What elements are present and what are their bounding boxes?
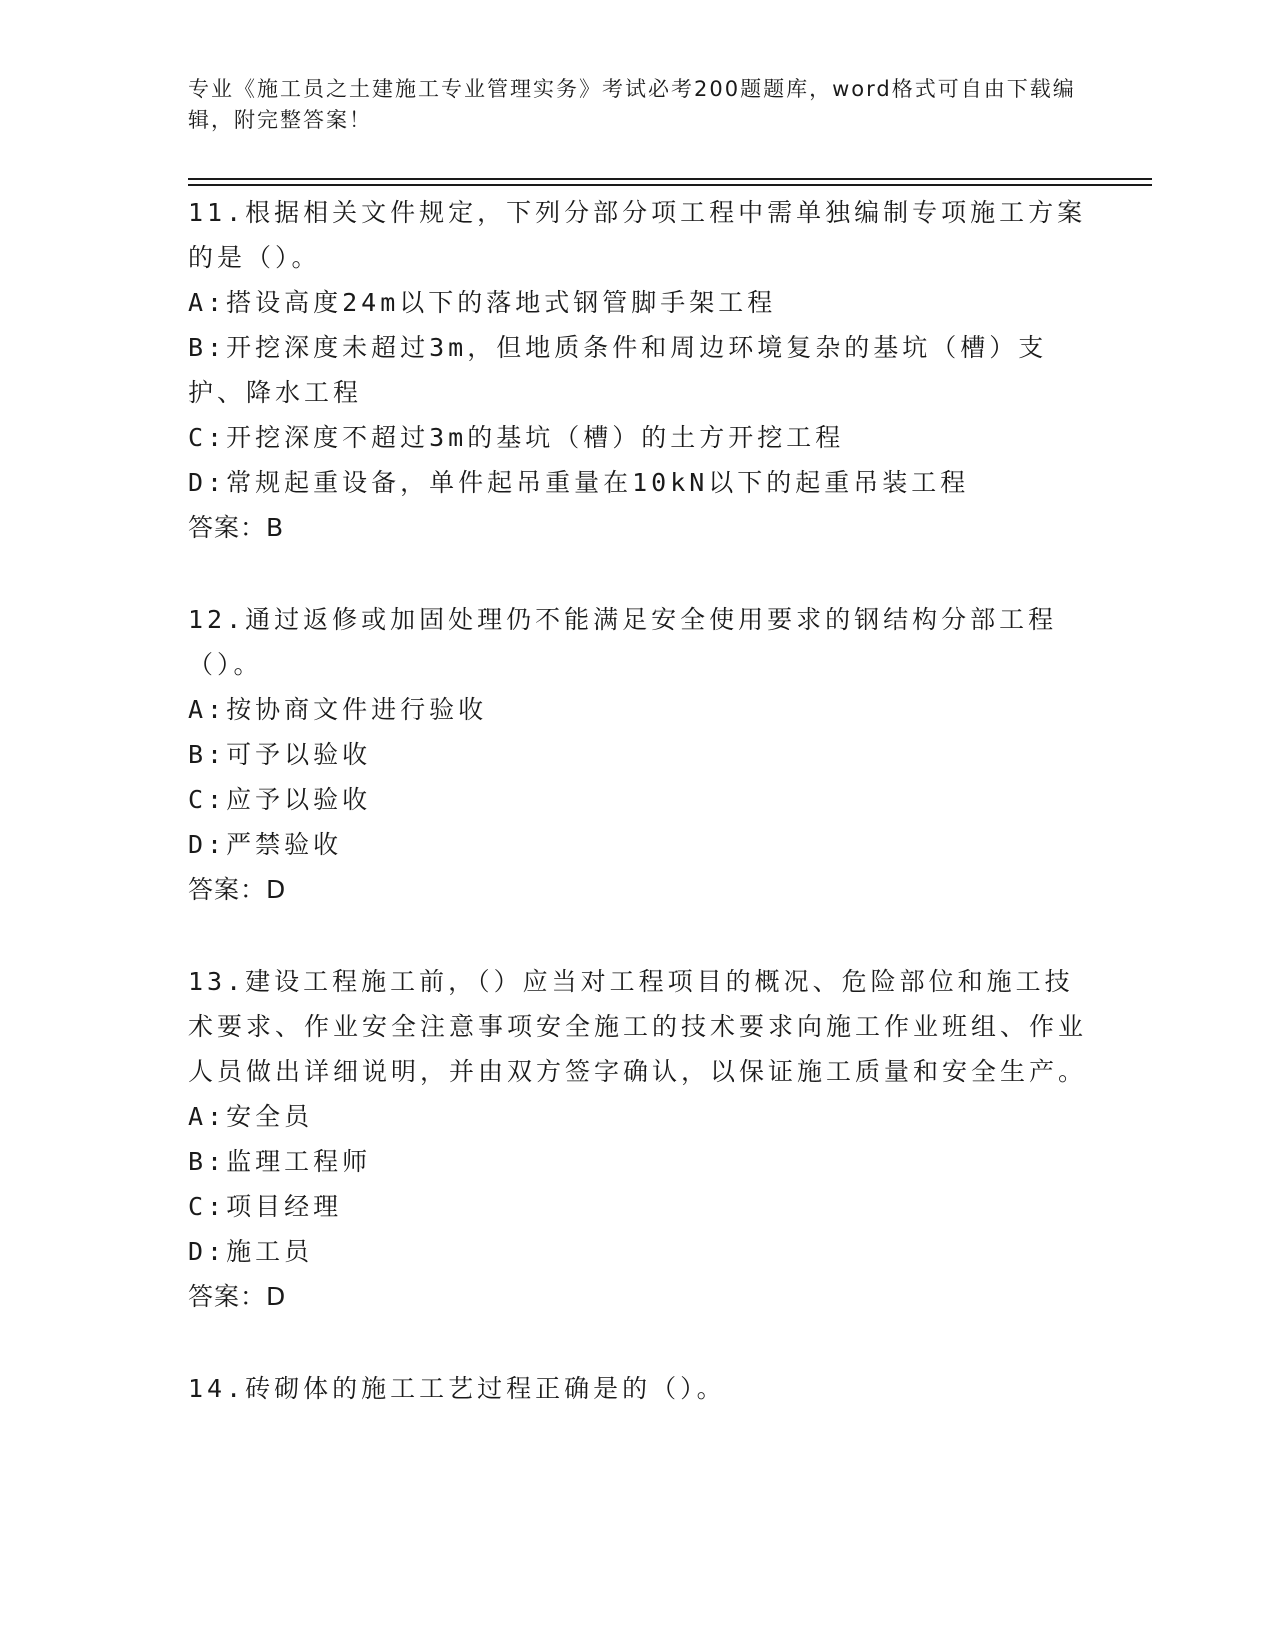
question-stem: 11.根据相关文件规定，下列分部分项工程中需单独编制专项施工方案的是（）。 xyxy=(188,198,1087,272)
question-11 xyxy=(188,190,1088,551)
answer: 答案：B xyxy=(188,513,285,542)
question-stem: 13.建设工程施工前，（）应当对工程项目的概况、危险部位和施工技术要求、作业安全注意事项安全施工的技术要求向施工作业班组、作业人员做出详细说明，并由双方签字确认，以保证施工质量和安全生产。 xyxy=(188,967,1088,1086)
option-a: A:安全员 xyxy=(188,1102,314,1131)
option-c: C:开挖深度不超过3m的基坑（槽）的土方开挖工程 xyxy=(188,423,845,452)
option-b: B:开挖深度未超过3m，但地质条件和周边环境复杂的基坑（槽）支护、降水工程 xyxy=(188,333,1048,407)
document-header: 专业《施工员之土建施工专业管理实务》考试必考200题题库，word格式可自由下载编辑，附完整答案！ xyxy=(188,77,1076,132)
option-c: C:应予以验收 xyxy=(188,785,372,814)
question-12 xyxy=(188,597,1088,913)
answer: 答案：D xyxy=(188,875,287,904)
header-divider-second xyxy=(188,184,1152,186)
option-b: B:监理工程师 xyxy=(188,1147,372,1176)
option-d: D:常规起重设备，单件起吊重量在10kN以下的起重吊装工程 xyxy=(188,468,970,497)
option-d: D:严禁验收 xyxy=(188,830,343,859)
question-stem: 14.砖砌体的施工工艺过程正确是的（）。 xyxy=(188,1374,726,1403)
question-14 xyxy=(188,1366,1088,1411)
answer: 答案：D xyxy=(188,1282,287,1311)
question-list xyxy=(188,190,1088,1457)
question-13 xyxy=(188,959,1088,1320)
question-stem: 12.通过返修或加固处理仍不能满足安全使用要求的钢结构分部工程（）。 xyxy=(188,605,1058,679)
header-divider xyxy=(188,178,1152,180)
option-a: A:按协商文件进行验收 xyxy=(188,695,488,724)
option-a: A:搭设高度24m以下的落地式钢管脚手架工程 xyxy=(188,288,777,317)
option-d: D:施工员 xyxy=(188,1237,314,1266)
option-b: B:可予以验收 xyxy=(188,740,372,769)
option-c: C:项目经理 xyxy=(188,1192,343,1221)
